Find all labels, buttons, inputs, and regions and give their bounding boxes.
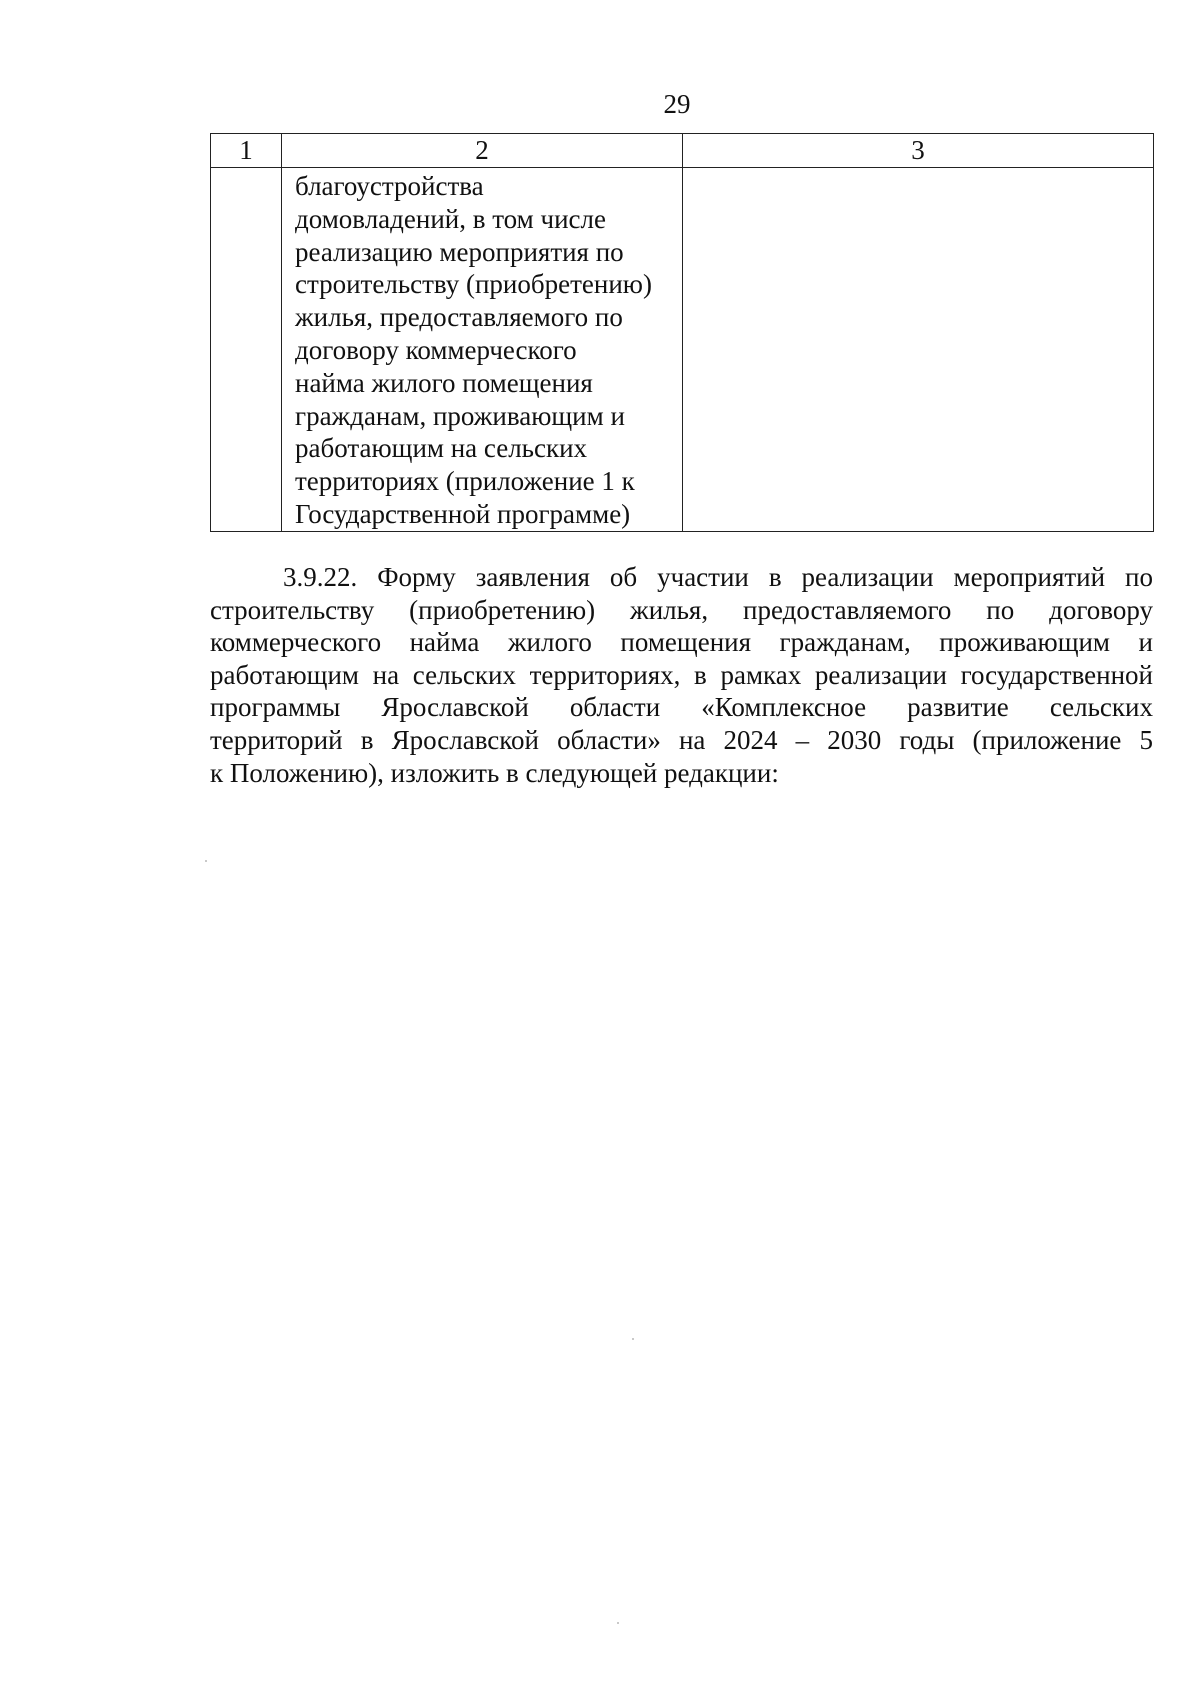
cell-line: жилья, предоставляемого по [295,302,623,333]
paragraph-line: к Положению), изложить в следующей редакции: [210,757,779,788]
continuation-table [210,133,1154,532]
body-paragraph-3-9-22 [210,561,1153,789]
table-header-col-2: 2 [282,134,683,168]
table-cell-col-3 [683,168,1154,532]
table-header-col-1: 1 [211,134,282,168]
table-header-col-3: 3 [683,134,1154,168]
paragraph-line: работающим на сельских территориях, в рамках реализации государственной [210,659,1153,690]
page-number: 29 [663,89,691,119]
table-row [211,168,1154,532]
cell-line: домовладений, в том числе [295,203,606,234]
cell-line: найма жилого помещения [295,367,593,398]
paragraph-line: коммерческого найма жилого помещения гражданам, проживающим и [210,627,1153,658]
table-header-row [211,134,1154,168]
paragraph-line: 3.9.22. Форму заявления об участии в реализации мероприятий по [283,562,1153,592]
table-cell-col-2 [282,168,683,532]
cell-line: договору коммерческого [295,334,577,365]
cell-line: строительству (приобретению) [295,269,652,300]
cell-line: гражданам, проживающим и [295,400,625,431]
scan-speck [617,1622,619,1624]
scan-speck [205,860,207,862]
cell-line: работающим на сельских [295,433,588,464]
paragraph-line: территорий в Ярославской области» на 2024 – 2030 годы (приложение 5 [210,724,1153,755]
cell-line: территориях (приложение 1 к [295,466,635,497]
paragraph-line: строительству (приобретению) жилья, предоставляемого по договору [210,594,1153,625]
cell-line: Государственной программе) [295,498,631,529]
cell-line: реализацию мероприятия по [295,236,624,267]
paragraph-line: программы Ярославской области «Комплексное развитие сельских [210,692,1153,723]
table-cell-col-1 [211,168,282,532]
cell-text-block [282,168,682,531]
scan-speck [632,1338,634,1340]
cell-line: благоустройства [295,171,484,201]
